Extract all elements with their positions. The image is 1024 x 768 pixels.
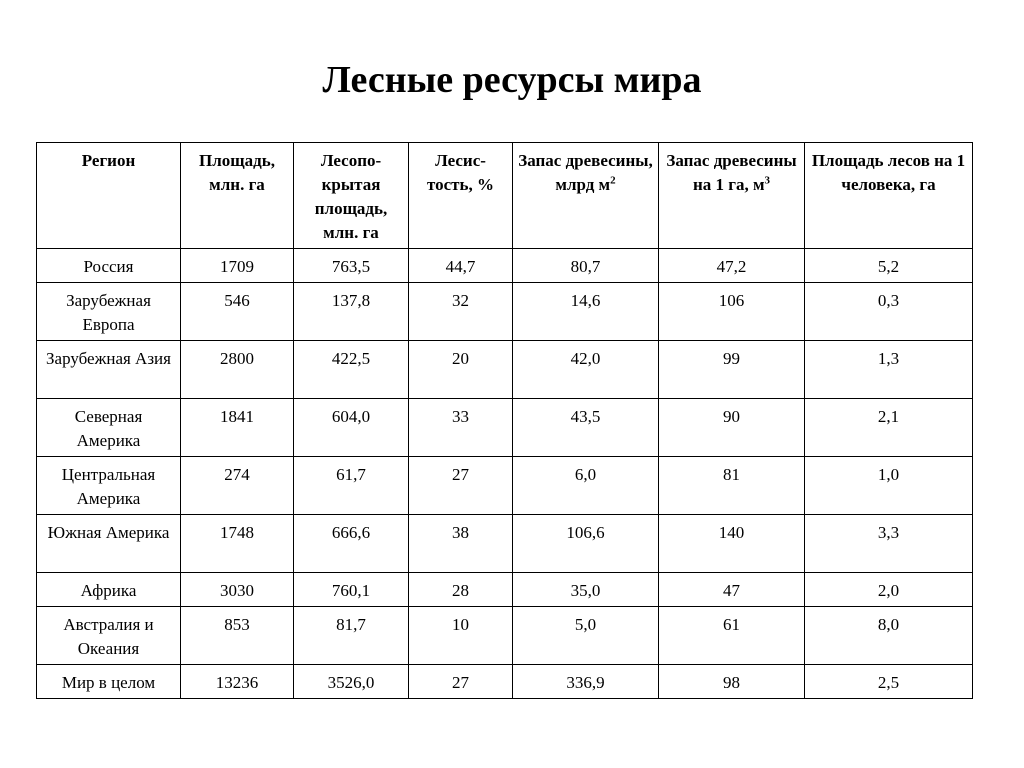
cell-wood-stock: 5,0 xyxy=(513,607,659,665)
table-row xyxy=(37,399,973,457)
cell-forest-cover: 20 xyxy=(409,341,513,399)
cell-area: 1748 xyxy=(181,515,294,573)
cell-forest-per-capita: 1,3 xyxy=(805,341,973,399)
cell-forest-area: 61,7 xyxy=(294,457,409,515)
cell-stock-per-ha: 47 xyxy=(659,573,805,607)
cell-region: Зарубежная Азия xyxy=(37,341,181,399)
cell-forest-per-capita: 1,0 xyxy=(805,457,973,515)
cell-forest-area: 3526,0 xyxy=(294,665,409,699)
cell-stock-per-ha: 47,2 xyxy=(659,249,805,283)
cell-forest-per-capita: 2,5 xyxy=(805,665,973,699)
cell-stock-per-ha: 81 xyxy=(659,457,805,515)
table-row xyxy=(37,341,973,399)
table-row xyxy=(37,515,973,573)
cell-stock-per-ha: 61 xyxy=(659,607,805,665)
cell-stock-per-ha: 140 xyxy=(659,515,805,573)
cell-stock-per-ha: 98 xyxy=(659,665,805,699)
cell-forest-cover: 32 xyxy=(409,283,513,341)
cell-wood-stock: 35,0 xyxy=(513,573,659,607)
cell-area: 853 xyxy=(181,607,294,665)
cell-wood-stock: 6,0 xyxy=(513,457,659,515)
cell-forest-per-capita: 2,0 xyxy=(805,573,973,607)
header-stock-per-ha: Запас древесины на 1 га, $м^3$ xyxy=(659,143,805,249)
cell-area: 274 xyxy=(181,457,294,515)
header-region: Регион xyxy=(37,143,181,249)
cell-area: 546 xyxy=(181,283,294,341)
cell-stock-per-ha: 90 xyxy=(659,399,805,457)
cell-forest-per-capita: 3,3 xyxy=(805,515,973,573)
cell-wood-stock: 43,5 xyxy=(513,399,659,457)
header-forest-cover: Лесис-тость, % xyxy=(409,143,513,249)
header-area: Площадь, млн. га xyxy=(181,143,294,249)
cell-forest-per-capita: 8,0 xyxy=(805,607,973,665)
cell-wood-stock: 42,0 xyxy=(513,341,659,399)
cell-forest-per-capita: 0,3 xyxy=(805,283,973,341)
cell-region: Южная Америка xyxy=(37,515,181,573)
page-title: Лесные ресурсы мира xyxy=(322,59,702,101)
cell-forest-area: 604,0 xyxy=(294,399,409,457)
cell-forest-cover: 10 xyxy=(409,607,513,665)
cell-region: Россия xyxy=(37,249,181,283)
cell-forest-area: 760,1 xyxy=(294,573,409,607)
table-row xyxy=(37,607,973,665)
cell-forest-cover: 33 xyxy=(409,399,513,457)
cell-wood-stock: 14,6 xyxy=(513,283,659,341)
cell-region: Австралия и Океания xyxy=(37,607,181,665)
table-row xyxy=(37,283,973,341)
cell-forest-area: 422,5 xyxy=(294,341,409,399)
cell-forest-per-capita: 2,1 xyxy=(805,399,973,457)
cell-stock-per-ha: 106 xyxy=(659,283,805,341)
cell-wood-stock: 80,7 xyxy=(513,249,659,283)
cell-wood-stock: 106,6 xyxy=(513,515,659,573)
cell-forest-cover: 38 xyxy=(409,515,513,573)
cell-area: 2800 xyxy=(181,341,294,399)
cell-forest-area: 137,8 xyxy=(294,283,409,341)
table-row xyxy=(37,457,973,515)
cell-forest-area: 763,5 xyxy=(294,249,409,283)
header-forest-area: Лесопо-крытая площадь, млн. га xyxy=(294,143,409,249)
cell-forest-cover: 27 xyxy=(409,665,513,699)
cell-region: Северная Америка xyxy=(37,399,181,457)
cell-wood-stock: 336,9 xyxy=(513,665,659,699)
cell-forest-cover: 27 xyxy=(409,457,513,515)
cell-region: Зарубежная Европа xyxy=(37,283,181,341)
header-row xyxy=(37,143,973,249)
table-row-total xyxy=(37,665,973,699)
header-wood-stock: Запас древесины, млрд $м^2$ xyxy=(513,143,659,249)
cell-area: 1709 xyxy=(181,249,294,283)
forest-resources-table xyxy=(36,142,973,699)
cell-area: 1841 xyxy=(181,399,294,457)
cell-region: Мир в целом xyxy=(37,665,181,699)
cell-area: 13236 xyxy=(181,665,294,699)
cell-forest-cover: 28 xyxy=(409,573,513,607)
header-forest-per-capita: Площадь лесов на 1 человека, га xyxy=(805,143,973,249)
cell-stock-per-ha: 99 xyxy=(659,341,805,399)
cell-region: Африка xyxy=(37,573,181,607)
cell-forest-area: 666,6 xyxy=(294,515,409,573)
cell-forest-cover: 44,7 xyxy=(409,249,513,283)
cell-forest-per-capita: 5,2 xyxy=(805,249,973,283)
table-row xyxy=(37,573,973,607)
cell-area: 3030 xyxy=(181,573,294,607)
cell-forest-area: 81,7 xyxy=(294,607,409,665)
cell-region: Центральная Америка xyxy=(37,457,181,515)
table-row xyxy=(37,249,973,283)
